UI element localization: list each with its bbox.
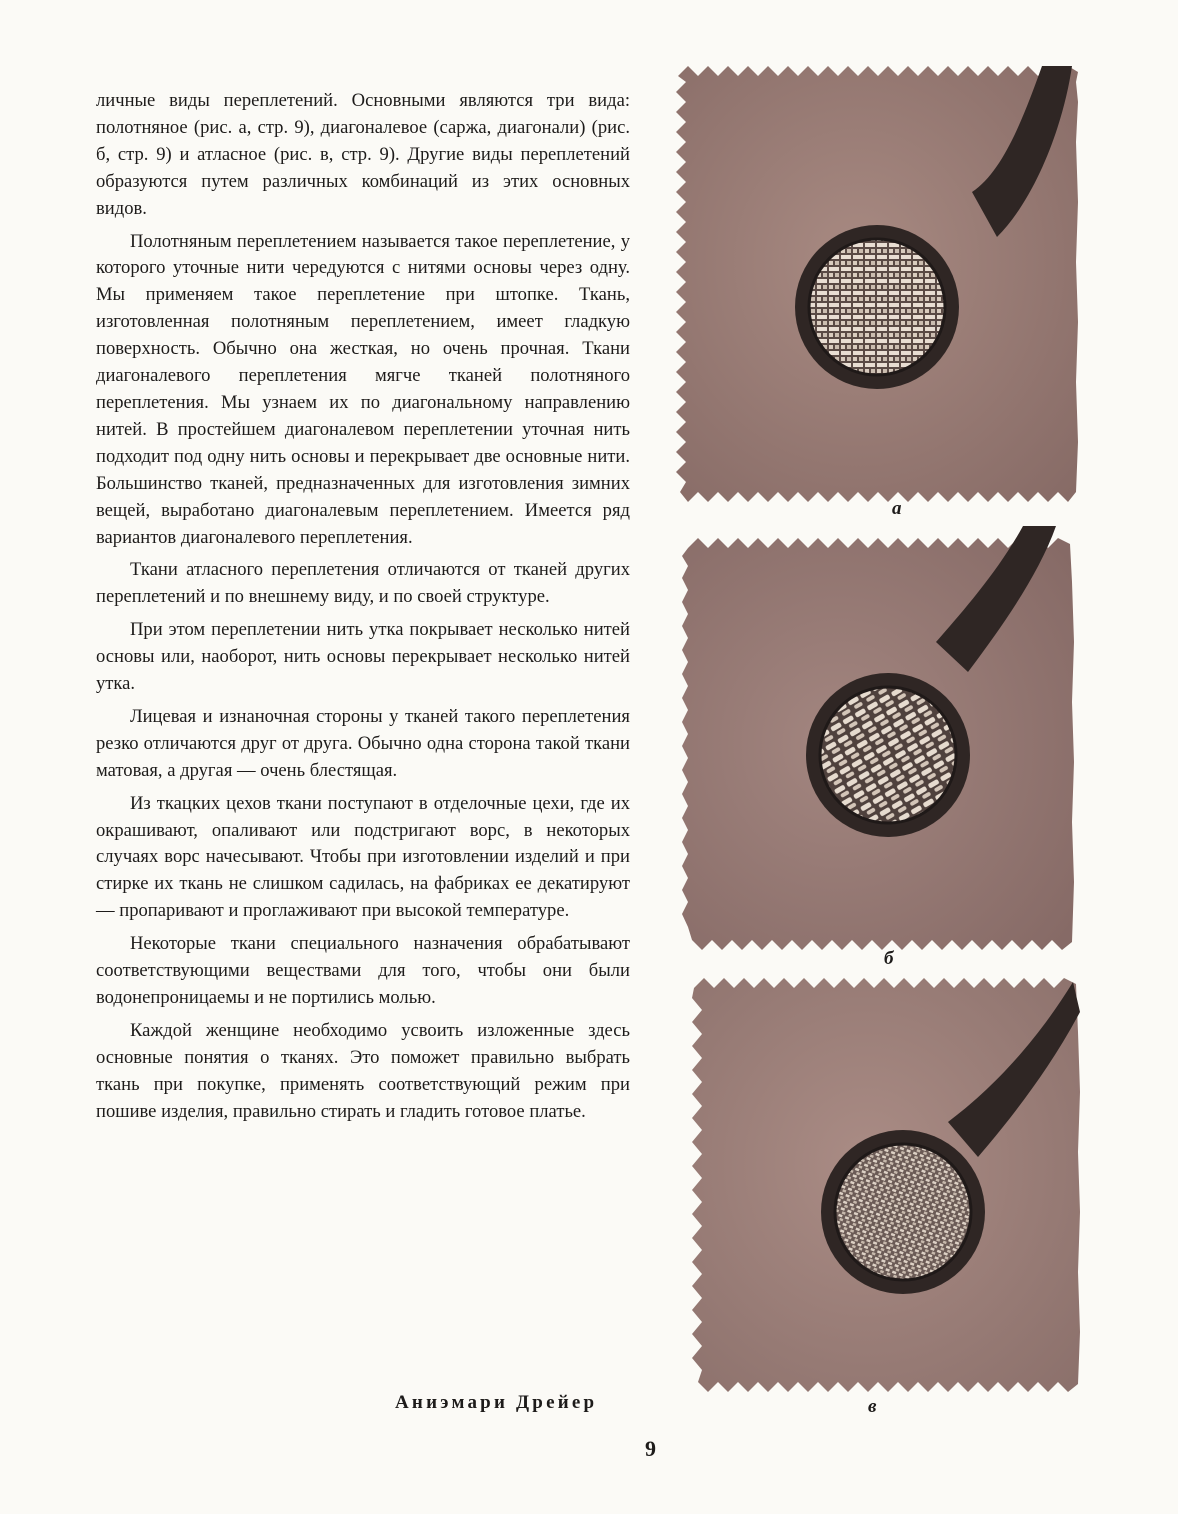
figure-satin-weave bbox=[688, 972, 1086, 1417]
fabric-swatch-twill-image bbox=[678, 522, 1088, 962]
weave-lens-plain bbox=[809, 239, 945, 375]
weave-lens-twill bbox=[820, 687, 956, 823]
weave-lens-satin bbox=[835, 1144, 971, 1280]
figure-label-c: в bbox=[868, 1396, 877, 1417]
figure-plain-weave bbox=[672, 62, 1084, 519]
paragraph-3: Ткани атласного переплетения отличаются от тканей других переплетений и по внешнему виду, и по своей структуре. bbox=[96, 559, 630, 608]
paragraph-5: Лицевая и изнаночная стороны у тканей такого переплетения резко отличаются друг от друга. Обычно одна сторона такой ткани матовая, а другая — очень блестящая. bbox=[96, 705, 630, 781]
paragraph-8: Каждой женщине необходимо усвоить изложенные здесь основные понятия о тканях. Это поможет правильно выбрать ткань при покупке, применять соответствующий режим при пошиве изделия, правильно стирать и гладить готовое платье. bbox=[96, 1019, 630, 1122]
figure-label-b: б bbox=[884, 948, 894, 969]
paragraph-2: Полотняным переплетением называется такое переплетение, у которого уточные нити чередуются с нитями основы через одну. Мы применяем такое переплетение при штопке. Ткань, изготовленная полотняным переплетением, имеет гладкую поверхность. Обычно она жесткая, но очень прочная. Ткани диагоналевого переплетения мягче тканей полотняного переплетения. Мы узнаем их по диагональному направлению нитей. В простейшем диагоналевом переплетении уточная нить подходит под одну нить основы и перекрывает две основные нити. Большинство тканей, предназначенных для изготовления зимних вещей, выработано диагоналевым переплетением. Имеется ряд вариантов диагоналевого переплетения. bbox=[96, 230, 630, 548]
author-signature: Аниэмари Дрейер bbox=[395, 1392, 598, 1413]
fabric-swatch-satin-image bbox=[688, 972, 1086, 1404]
figure-label-a: а bbox=[892, 498, 902, 519]
paragraph-7: Некоторые ткани специального назначения обрабатывают соответствующими веществами для того, чтобы они были водонепроницаемы и не портились молью. bbox=[96, 933, 630, 1008]
paragraph-6: Из ткацких цехов ткани поступают в отделочные цехи, где их окрашивают, опаливают или подстригают ворс, в некоторых случаях ворс начесывают. Чтобы при изготовлении изделий и при стирке их ткань не слишком садилась, на фабриках ее декатируют — пропаривают и проглаживают при высокой температуре. bbox=[96, 792, 630, 922]
paragraph-4: При этом переплетении нить утка покрывает несколько нитей основы или, наоборот, нить основы перекрывает несколько нитей утка. bbox=[96, 619, 630, 695]
article-text bbox=[96, 88, 630, 1126]
fabric-swatch-plain-image bbox=[672, 62, 1084, 510]
page-number: 9 bbox=[645, 1436, 656, 1461]
figure-twill-weave bbox=[678, 522, 1088, 969]
paragraph-1: личные виды переплетений. Основными являются три вида: полотняное (рис. а, стр. 9), диагоналевое (саржа, диагонали) (рис. б, стр. 9) и атласное (рис. в, стр. 9). Другие виды переплетений образуются путем различных комбинаций из этих основных видов. bbox=[96, 90, 630, 219]
